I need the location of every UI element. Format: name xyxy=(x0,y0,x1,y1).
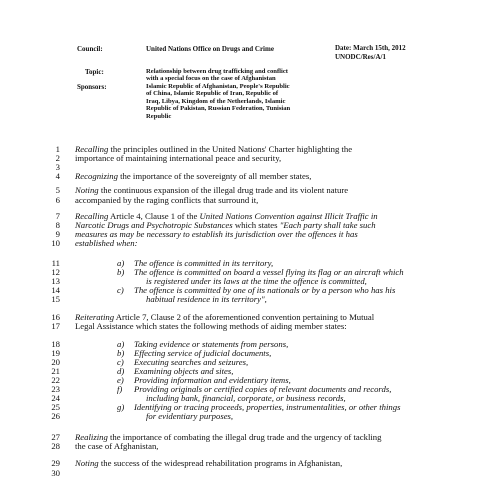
list-text: Effecting service of judicial documents, xyxy=(134,348,272,358)
line-number: 16 xyxy=(51,312,60,322)
operative-phrase: Realizing xyxy=(75,432,108,442)
clause-text: which states xyxy=(232,220,280,230)
operative-phrase: Recalling xyxy=(75,211,109,221)
clause-text: Article 4, Clause 1 of the xyxy=(108,211,200,221)
line-number: 11 xyxy=(51,258,60,268)
line-number: 4 xyxy=(55,171,60,181)
line-number: 8 xyxy=(55,220,60,230)
operative-phrase: Recalling xyxy=(75,144,109,154)
list-marker: c) xyxy=(117,285,124,295)
line-number: 20 xyxy=(51,357,60,367)
line-number: 19 xyxy=(51,348,60,358)
line-number: 18 xyxy=(51,339,60,349)
line-number: 14 xyxy=(51,285,60,295)
line-text xyxy=(75,172,311,181)
list-text: Taking evidence or statements from persons, xyxy=(134,339,289,349)
clause-text: the importance of the sovereignty of all member states, xyxy=(117,171,312,181)
sponsors-line: Republic xyxy=(146,112,172,120)
list-text: Providing originals or certified copies of relevant documents and records, xyxy=(134,384,392,394)
list-text: The offence is committed on board a vessel flying its flag or an aircraft which xyxy=(134,267,404,277)
clause-text: Article 7, Clause 2 of the aforementioned convention pertaining to Mutual xyxy=(114,312,375,322)
list-text: The offence is committed in its territory, xyxy=(134,258,274,268)
sponsors-text xyxy=(146,83,336,120)
line-number: 27 xyxy=(51,432,60,442)
line-number: 2 xyxy=(55,153,60,163)
line-number: 26 xyxy=(51,411,60,421)
line-number: 7 xyxy=(55,211,60,221)
quoted-text: measures as may be necessary to establish its jurisdiction over the offences it has xyxy=(75,229,358,239)
list-text: Executing searches and seizures, xyxy=(134,357,249,367)
list-text: Examining objects and sites, xyxy=(134,366,234,376)
list-marker: d) xyxy=(117,366,125,376)
topic-line: Relationship between drug trafficking and conflict xyxy=(146,68,288,75)
list-text: is registered under its laws at the time the offence is committed, xyxy=(146,276,367,286)
council-value: United Nations Office on Drugs and Crime xyxy=(146,45,274,53)
topic-line: with a special focus on the case of Afghanistan xyxy=(146,75,276,83)
line-number: 3 xyxy=(55,162,60,172)
list-marker: a) xyxy=(117,339,125,349)
list-text: The offence is committed by one of its nationals or by a person who has his xyxy=(134,285,396,295)
sponsors-line: Islamic Republic of Afghanistan, People's Republic xyxy=(146,83,290,90)
topic-label: Topic: xyxy=(85,68,104,76)
line-number: 29 xyxy=(51,458,60,468)
line-text xyxy=(75,186,348,195)
line-number: 13 xyxy=(51,276,60,286)
line-text xyxy=(75,459,342,468)
sponsors-line: Iraq, Libya, Kingdom of the Netherlands, Islamic xyxy=(146,97,286,105)
line-number: 22 xyxy=(51,375,60,385)
list-marker: e) xyxy=(117,375,124,385)
line-number: 24 xyxy=(51,393,60,403)
line-number: 9 xyxy=(55,229,60,239)
date-text: Date: March 15th, 2012 xyxy=(335,44,406,52)
operative-phrase: Noting xyxy=(75,458,99,468)
line-text: accompanied by the raging conflicts that surround it, xyxy=(75,195,259,205)
list-text: habitual residence in its territory", xyxy=(146,294,267,304)
operative-phrase: Noting xyxy=(75,185,99,195)
line-number: 6 xyxy=(55,195,60,205)
line-number: 10 xyxy=(51,238,60,248)
treaty-title: Narcotic Drugs and Psychotropic Substances xyxy=(75,220,233,230)
resolution-code: UNODC/Res/A/1 xyxy=(335,53,386,61)
line-text: Legal Assistance which states the following methods of aiding member states: xyxy=(75,321,347,331)
treaty-title: United Nations Convention against Illicit Traffic in xyxy=(199,211,378,221)
line-number: 15 xyxy=(51,294,60,304)
quoted-text: established when: xyxy=(75,238,138,248)
operative-phrase: Reiterating xyxy=(75,312,115,322)
clause-text: the importance of combating the illegal drug trade and the urgency of tackling xyxy=(107,432,382,442)
list-text: Providing information and evidentiary items, xyxy=(134,375,291,385)
clause-text: the principles outlined in the United Nations' Charter highlighting the xyxy=(108,144,353,154)
sponsors-label: Sponsors: xyxy=(77,83,107,91)
line-number: 17 xyxy=(51,321,60,331)
list-marker: b) xyxy=(117,267,125,277)
clause-text: the continuous expansion of the illegal drug trade and its violent nature xyxy=(98,185,349,195)
line-number: 1 xyxy=(55,144,60,154)
line-text: the case of Afghanistan, xyxy=(75,441,159,451)
list-text: Identifying or tracing proceeds, properties, instrumentalities, or other things xyxy=(134,402,401,412)
council-label: Council: xyxy=(77,45,103,53)
list-marker: c) xyxy=(117,357,124,367)
line-number: 12 xyxy=(51,267,60,277)
line-number: 5 xyxy=(55,185,60,195)
quoted-text: "Each party shall take such xyxy=(279,220,376,230)
line-number: 28 xyxy=(51,441,60,451)
topic-text xyxy=(146,68,336,83)
line-number: 23 xyxy=(51,384,60,394)
sponsors-line: Republic of Pakistan, Russian Federation, Tunisian xyxy=(146,105,291,113)
list-marker: f) xyxy=(117,384,123,394)
list-text: including bank, financial, corporate, or business records, xyxy=(146,393,346,403)
line-text: importance of maintaining international peace and security, xyxy=(75,153,282,163)
clause-text: the success of the widespread rehabilitation programs in Afghanistan, xyxy=(98,458,343,468)
list-marker: b) xyxy=(117,348,125,358)
list-marker: a) xyxy=(117,258,125,268)
line-number: 21 xyxy=(51,366,60,376)
list-text: for evidentiary purposes, xyxy=(146,411,234,421)
line-number: 25 xyxy=(51,402,60,412)
list-marker: g) xyxy=(117,402,125,412)
operative-phrase: Recognizing xyxy=(75,171,118,181)
sponsors-line: of China, Islamic Republic of Iran, Republic of xyxy=(146,90,279,98)
line-number: 30 xyxy=(51,468,60,478)
